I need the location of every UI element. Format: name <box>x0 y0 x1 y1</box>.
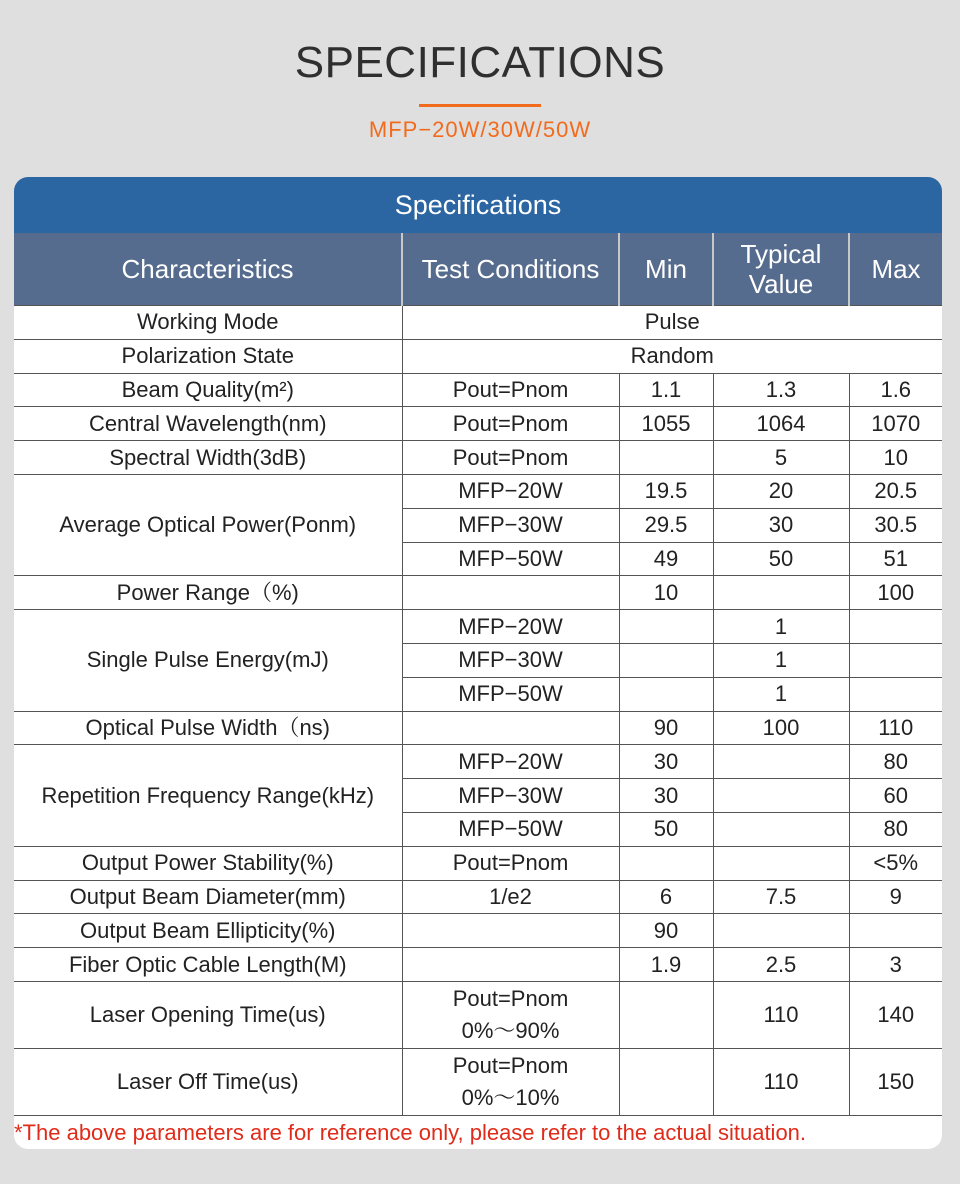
cell-label: Output Power Stability(%) <box>14 846 402 880</box>
cell-condition <box>402 711 619 745</box>
cell-min: 1.1 <box>619 373 713 407</box>
cell-typical: 2.5 <box>713 948 849 982</box>
cell-typical <box>713 914 849 948</box>
cell-condition: 1/e2 <box>402 880 619 914</box>
cell-typical: 5 <box>713 441 849 475</box>
cell-typical: 7.5 <box>713 880 849 914</box>
table-row <box>14 407 942 441</box>
model-subtitle: MFP−20W/30W/50W <box>368 117 592 142</box>
cell-typical: 110 <box>713 1048 849 1115</box>
cell-label: Repetition Frequency Range(kHz) <box>14 745 402 846</box>
cell-min <box>619 643 713 677</box>
cell-min: 30 <box>619 745 713 779</box>
col-characteristics: Characteristics <box>14 233 402 306</box>
cell-condition: Pout=Pnom <box>402 407 619 441</box>
cell-condition <box>402 1048 619 1115</box>
cell-typical <box>713 745 849 779</box>
cell-typical: 1 <box>713 677 849 711</box>
cell-typical: 110 <box>713 981 849 1048</box>
cell-max: 80 <box>849 812 942 846</box>
cell-min <box>619 441 713 475</box>
cell-label: Output Beam Diameter(mm) <box>14 880 402 914</box>
cell-condition <box>402 948 619 982</box>
cell-condition: Pout=Pnom <box>402 441 619 475</box>
cell-max <box>849 677 942 711</box>
cell-typical: 20 <box>713 474 849 508</box>
cell-max <box>849 610 942 644</box>
cell-condition <box>402 576 619 610</box>
cell-value: Pulse <box>402 306 942 340</box>
table-row <box>14 914 942 948</box>
table-row <box>14 373 942 407</box>
table-row <box>14 441 942 475</box>
cell-condition <box>402 914 619 948</box>
cell-min: 29.5 <box>619 508 713 542</box>
cell-typical <box>713 576 849 610</box>
cell-condition: MFP−30W <box>402 643 619 677</box>
cell-typical: 1 <box>713 643 849 677</box>
cell-max: 1.6 <box>849 373 942 407</box>
cell-min: 50 <box>619 812 713 846</box>
cell-condition: MFP−20W <box>402 610 619 644</box>
cell-label: Output Beam Ellipticity(%) <box>14 914 402 948</box>
cell-label: Spectral Width(3dB) <box>14 441 402 475</box>
cell-label: Central Wavelength(nm) <box>14 407 402 441</box>
col-min: Min <box>619 233 713 306</box>
cell-min: 90 <box>619 914 713 948</box>
col-max: Max <box>849 233 942 306</box>
cell-typical: 100 <box>713 711 849 745</box>
cell-condition: Pout=Pnom <box>402 373 619 407</box>
cell-min: 49 <box>619 542 713 576</box>
cell-min <box>619 846 713 880</box>
cell-condition: MFP−50W <box>402 812 619 846</box>
cell-min: 30 <box>619 779 713 813</box>
cell-label: Average Optical Power(Ponm) <box>14 474 402 575</box>
cell-condition <box>402 981 619 1048</box>
cell-label: Working Mode <box>14 306 402 340</box>
cell-condition: MFP−20W <box>402 745 619 779</box>
table-header-row <box>14 233 942 306</box>
cell-condition: MFP−50W <box>402 677 619 711</box>
col-typical <box>713 233 849 306</box>
cell-min: 6 <box>619 880 713 914</box>
cell-min: 1055 <box>619 407 713 441</box>
cell-condition-line1: Pout=Pnom <box>452 1052 569 1078</box>
cell-max: 1070 <box>849 407 942 441</box>
spec-table <box>14 233 942 1116</box>
cell-max: 80 <box>849 745 942 779</box>
cell-max: 20.5 <box>849 474 942 508</box>
table-row <box>14 711 942 745</box>
cell-max: 60 <box>849 779 942 813</box>
table-row <box>14 981 942 1048</box>
cell-typical: 30 <box>713 508 849 542</box>
cell-condition: MFP−30W <box>402 779 619 813</box>
cell-typical <box>713 812 849 846</box>
cell-min <box>619 677 713 711</box>
cell-typical <box>713 846 849 880</box>
cell-typical <box>713 779 849 813</box>
cell-label: Beam Quality(m²) <box>14 373 402 407</box>
col-test-conditions: Test Conditions <box>402 233 619 306</box>
cell-typical: 1.3 <box>713 373 849 407</box>
cell-min: 10 <box>619 576 713 610</box>
cell-min <box>619 1048 713 1115</box>
cell-typical: 50 <box>713 542 849 576</box>
cell-max <box>849 914 942 948</box>
cell-condition-line1: Pout=Pnom <box>452 985 569 1011</box>
cell-condition: Pout=Pnom <box>402 846 619 880</box>
cell-max: 3 <box>849 948 942 982</box>
cell-max: 30.5 <box>849 508 942 542</box>
cell-label: Single Pulse Energy(mJ) <box>14 610 402 711</box>
cell-max: 10 <box>849 441 942 475</box>
table-row <box>14 846 942 880</box>
cell-max <box>849 643 942 677</box>
cell-min: 90 <box>619 711 713 745</box>
cell-condition: MFP−30W <box>402 508 619 542</box>
title-underline <box>419 104 541 107</box>
col-typical-line2: Value <box>748 269 814 299</box>
cell-value: Random <box>402 339 942 373</box>
table-row <box>14 745 942 779</box>
cell-label: Laser Off Time(us) <box>14 1048 402 1115</box>
cell-label: Laser Opening Time(us) <box>14 981 402 1048</box>
cell-label: Optical Pulse Width（ns) <box>14 711 402 745</box>
table-row <box>14 474 942 508</box>
col-typical-line1: Typical <box>740 239 822 269</box>
cell-label: Power Range（%) <box>14 576 402 610</box>
table-row <box>14 880 942 914</box>
cell-min: 19.5 <box>619 474 713 508</box>
cell-typical: 1064 <box>713 407 849 441</box>
table-row <box>14 339 942 373</box>
cell-typical: 1 <box>713 610 849 644</box>
cell-max: 51 <box>849 542 942 576</box>
cell-condition: MFP−50W <box>402 542 619 576</box>
cell-max: 140 <box>849 981 942 1048</box>
cell-max: 150 <box>849 1048 942 1115</box>
cell-max: 9 <box>849 880 942 914</box>
cell-min <box>619 610 713 644</box>
cell-condition-line2: 0%～90% <box>461 1017 560 1043</box>
disclaimer-footnote: *The above parameters are for reference only, please refer to the actual situation. <box>14 1120 807 1145</box>
table-row <box>14 306 942 340</box>
cell-label: Polarization State <box>14 339 402 373</box>
table-row <box>14 610 942 644</box>
cell-min: 1.9 <box>619 948 713 982</box>
cell-min <box>619 981 713 1048</box>
page-title: SPECIFICATIONS <box>294 38 666 87</box>
cell-condition: MFP−20W <box>402 474 619 508</box>
table-row <box>14 576 942 610</box>
cell-max: <5% <box>849 846 942 880</box>
cell-condition-line2: 0%～10% <box>461 1084 560 1110</box>
cell-label: Fiber Optic Cable Length(M) <box>14 948 402 982</box>
table-row <box>14 948 942 982</box>
cell-max: 110 <box>849 711 942 745</box>
spec-card <box>14 177 942 1149</box>
table-row <box>14 1048 942 1115</box>
card-header: Specifications <box>14 177 942 233</box>
cell-max: 100 <box>849 576 942 610</box>
